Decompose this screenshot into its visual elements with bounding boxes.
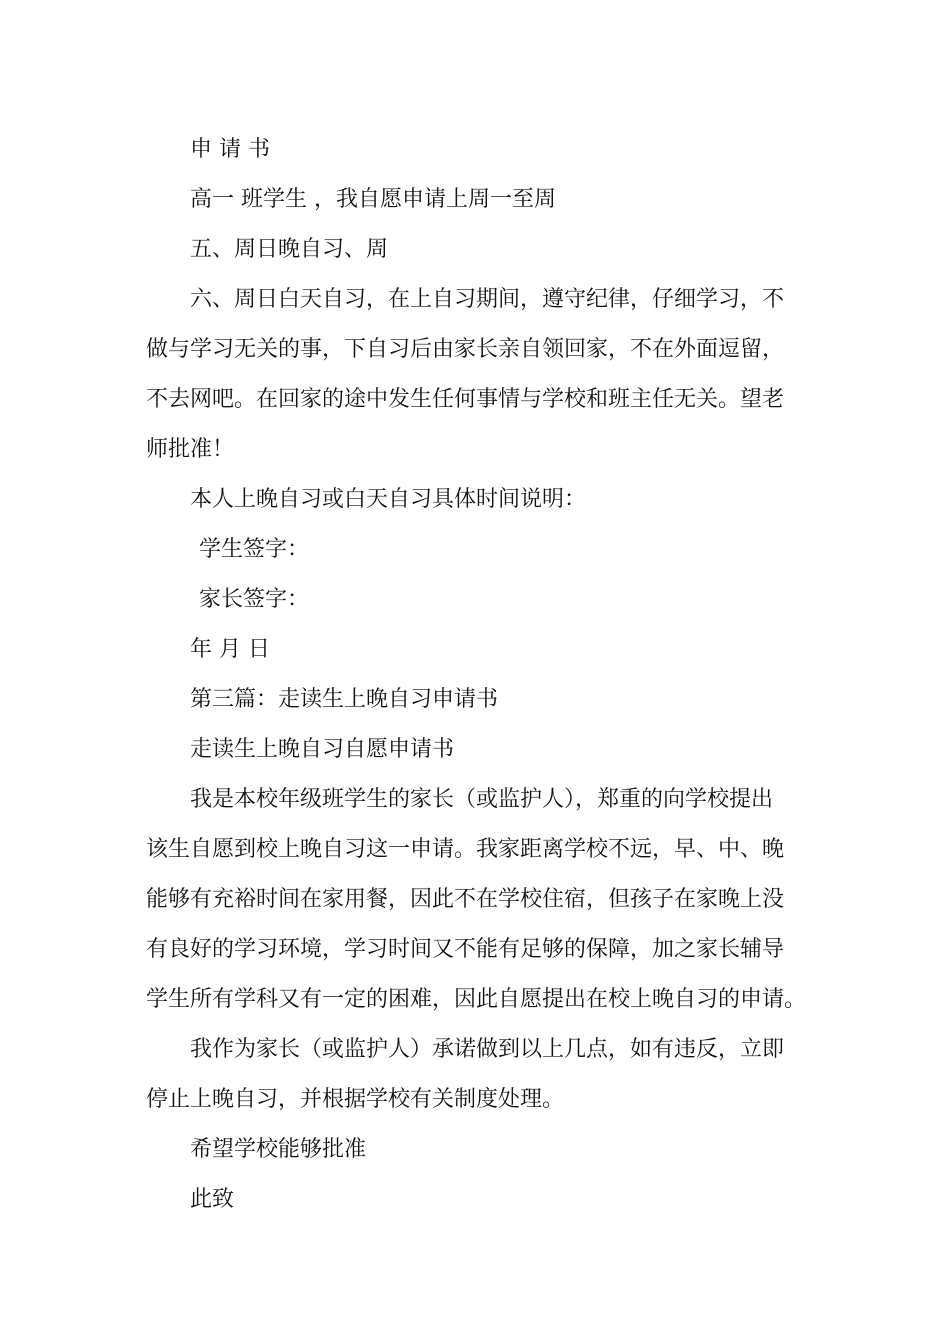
doc-line: 高一 班学生 ，我自愿申请上周一至周	[190, 187, 556, 212]
doc-line: 能够有充裕时间在家用餐，因此不在学校住宿，但孩子在家晚上没	[146, 887, 785, 912]
doc-line: 师批准！	[146, 437, 235, 462]
doc-line: 六、周日白天自习，在上自习期间，遵守纪律，仔细学习，不	[190, 287, 785, 312]
doc-line: 我作为家长（或监护人）承诺做到以上几点，如有违反，立即	[190, 1037, 785, 1062]
closing-line: 此致	[190, 1187, 235, 1212]
student-signature-label: 学生签字：	[199, 537, 310, 562]
section-heading: 第三篇：走读生上晚自习申请书	[190, 687, 499, 712]
doc-line: 五、周日晚自习、周	[190, 237, 389, 262]
doc-line: 本人上晚自习或白天自习具体时间说明：	[190, 487, 587, 512]
parent-signature-label: 家长签字：	[199, 587, 310, 612]
doc-line: 该生自愿到校上晚自习这一申请。我家距离学校不远，早、中、晚	[146, 837, 785, 862]
doc-line: 我是本校年级班学生的家长（或监护人），郑重的向学校提出	[190, 787, 774, 812]
doc-line: 不去网吧。在回家的途中发生任何事情与学校和班主任无关。望老	[146, 387, 785, 412]
doc-line: 希望学校能够批准	[190, 1137, 367, 1162]
doc-line: 做与学习无关的事，下自习后由家长亲自领回家，不在外面逗留，	[146, 337, 785, 362]
doc-line: 学生所有学科又有一定的困难，因此自愿提出在校上晚自习的申请。	[146, 987, 807, 1012]
doc-line: 停止上晚自习，并根据学校有关制度处理。	[146, 1087, 565, 1112]
date-line: 年 月 日	[190, 637, 270, 662]
doc-line: 有良好的学习环境，学习时间又不能有足够的保障，加之家长辅导	[146, 937, 785, 962]
section-subtitle: 走读生上晚自习自愿申请书	[190, 737, 455, 762]
doc-title: 申 请 书	[190, 137, 270, 162]
